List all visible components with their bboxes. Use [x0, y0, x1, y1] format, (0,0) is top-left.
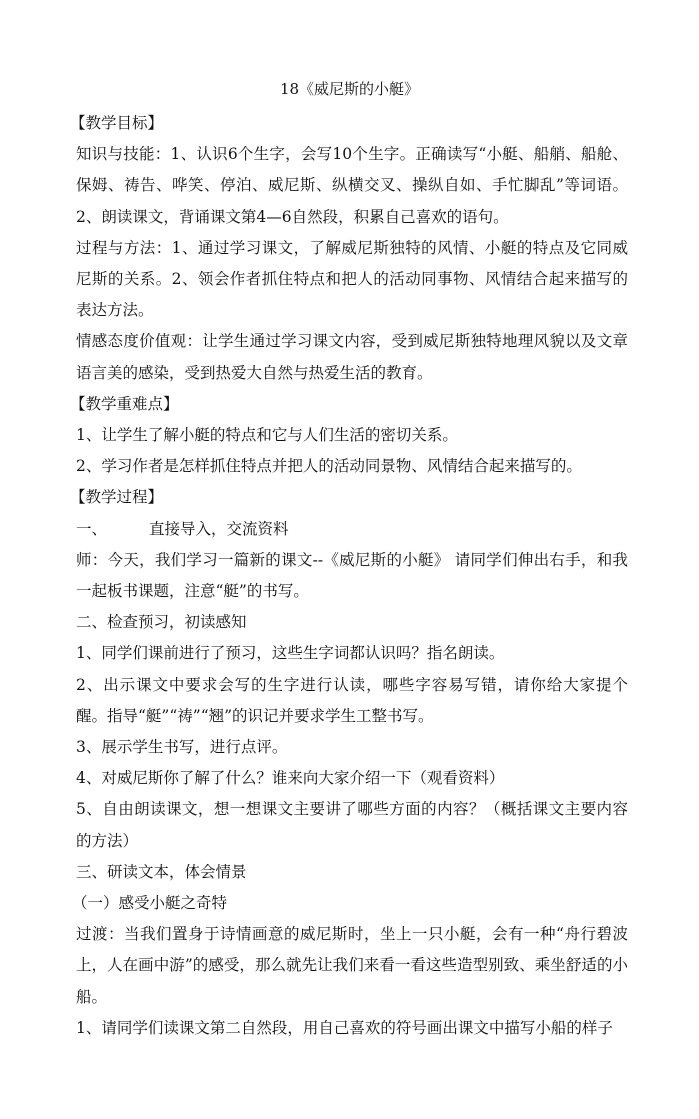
paragraph-emotion-values: 情感态度价值观：让学生通过学习课文内容，受到威尼斯独特地理风貌以及文章语言美的感染，受到热爱大自然与热爱生活的教育。 [76, 332, 628, 382]
document-body [70, 108, 628, 1044]
paragraph-preview-4: 4、对威尼斯你了解了什么？谁来向大家介绍一下（观看资料） [76, 769, 505, 788]
paragraph-preview-2: 2、出示课文中要求会写的生字进行认读，哪些字容易写错，请你给大家提个醒。指导“艇”“祷”“翘”的识记并要求学生工整书写。 [76, 675, 628, 725]
paragraph-transition: 过渡：当我们置身于诗情画意的威尼斯时，坐上一只小艇，会有一种“舟行碧波上，人在画中游”的感受，那么就先让我们来看一看这些造型别致、乘坐舒适的小船。 [76, 925, 628, 1006]
paragraph-reading-task: 1、请同学们读课文第二自然段，用自己喜欢的符号画出课文中描写小船的样子 [76, 1018, 613, 1037]
step-one-text: 直接导入，交流资料 [149, 519, 289, 538]
step-one-number: 一、 [76, 519, 108, 538]
paragraph-key-point-1: 1、让学生了解小艇的特点和它与人们生活的密切关系。 [76, 426, 458, 445]
step-one [76, 514, 628, 545]
paragraph-knowledge-skills: 知识与技能：1、认识6个生字，会写10个生字。正确读写“小艇、船艄、船舱、保姆、祷告、哗笑、停泊、威尼斯、纵横交叉、操纵自如、手忙脚乱”等词语。2、朗读课文，背诵课文第4—6自然段，积累自己喜欢的语句。 [76, 145, 628, 226]
section-heading-process: 【教学过程】 [70, 488, 164, 507]
subsection-boat-features: （一）感受小艇之奇特 [72, 894, 228, 913]
step-two: 二、检查预习，初读感知 [76, 613, 247, 632]
paragraph-key-point-2: 2、学习作者是怎样抓住特点并把人的活动同景物、风情结合起来描写的。 [76, 457, 582, 476]
paragraph-process-methods: 过程与方法：1、通过学习课文，了解威尼斯独特的风情、小艇的特点及它同威尼斯的关系。2、领会作者抓住特点和把人的活动同事物、风情结合起来描写的表达方法。 [76, 238, 628, 320]
document-title: 18《威尼斯的小艇》 [279, 80, 420, 98]
paragraph-teacher-intro: 师：今天，我们学习一篇新的课文--《威尼斯的小艇》 请同学们伸出右手，和我一起板书课题，注意“艇”的书写。 [76, 550, 628, 601]
paragraph-preview-5: 5、自由朗读课文，想一想课文主要讲了哪些方面的内容？（概括课文主要内容的方法） [76, 800, 628, 850]
paragraph-preview-3: 3、展示学生书写，进行点评。 [76, 738, 288, 757]
section-heading-objectives: 【教学目标】 [70, 114, 164, 132]
paragraph-preview-1: 1、同学们课前进行了预习，这些生字词都认识吗？指名朗读。 [76, 644, 505, 663]
section-heading-key-points: 【教学重难点】 [70, 394, 179, 413]
step-three: 三、研读文本，体会情景 [76, 862, 247, 881]
